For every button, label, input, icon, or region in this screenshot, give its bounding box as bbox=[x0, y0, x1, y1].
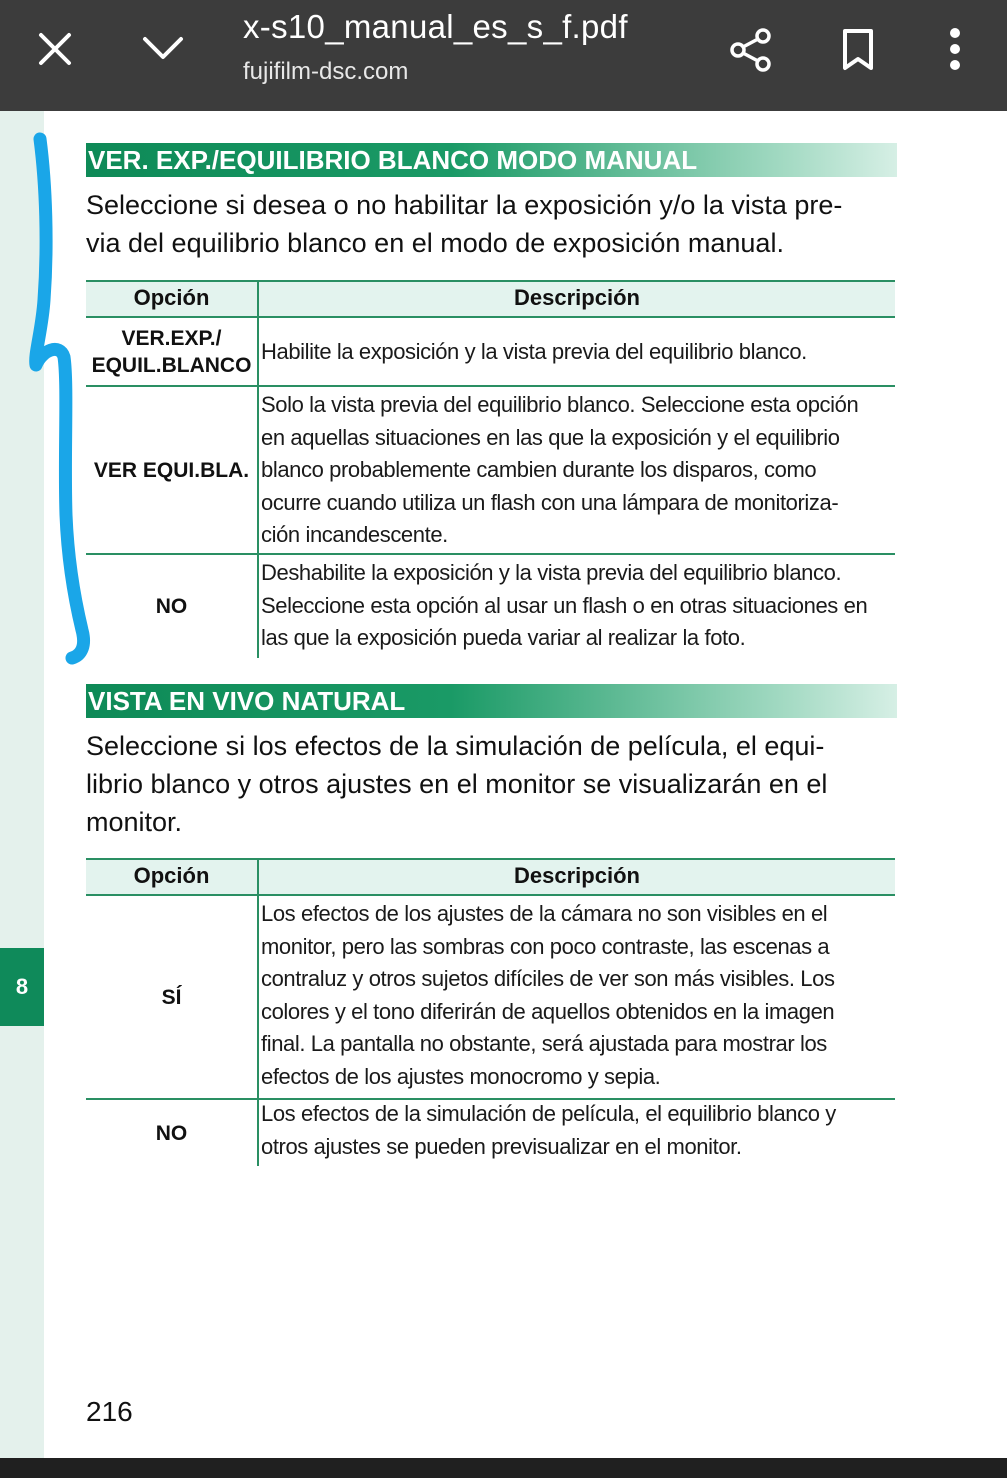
option-cell: VER.EXP./ EQUIL.BLANCO bbox=[91, 326, 252, 377]
chevron-down-icon[interactable] bbox=[137, 28, 189, 68]
close-icon[interactable] bbox=[32, 26, 78, 72]
option-cell: NO bbox=[155, 595, 188, 618]
annotation-brace bbox=[20, 125, 100, 670]
table-row bbox=[86, 555, 895, 658]
description-cell: Deshabilite la exposición y la vista previa del equilibrio blanco. Seleccione esta opción al usar un flash o en otras situaciones en las que la exposición pueda variar al realizar la foto. bbox=[261, 560, 868, 651]
document-title: x-s10_manual_es_s_f.pdf bbox=[243, 8, 628, 45]
page-number: 216 bbox=[86, 1396, 133, 1427]
section-heading: VER. EXP./EQUILIBRIO BLANCO MODO MANUAL bbox=[86, 143, 897, 177]
section-intro: Seleccione si los efectos de la simulación de película, el equi- librio blanco y otros ajustes en el monitor se visualizarán en el monitor. bbox=[86, 731, 828, 837]
column-header-option: Opción bbox=[133, 285, 210, 310]
section-intro: Seleccione si desea o no habilitar la exposición y/o la vista pre- via del equilibrio blanco en el modo de exposición manual. bbox=[86, 190, 843, 258]
more-vert-icon[interactable] bbox=[940, 23, 970, 75]
options-table bbox=[86, 858, 895, 1166]
option-cell: SÍ bbox=[161, 985, 182, 1009]
option-cell: VER EQUI.BLA. bbox=[93, 458, 250, 482]
column-header-description: Descripción bbox=[514, 285, 640, 310]
section-heading: VISTA EN VIVO NATURAL bbox=[86, 684, 897, 718]
share-icon[interactable] bbox=[726, 25, 776, 75]
pdf-viewer-toolbar bbox=[0, 0, 1007, 111]
table-row bbox=[86, 387, 895, 555]
system-bottom-bar bbox=[0, 1458, 1007, 1478]
options-table bbox=[86, 280, 895, 658]
document-source: fujifilm-dsc.com bbox=[243, 58, 409, 85]
column-header-option: Opción bbox=[133, 863, 210, 888]
table-row bbox=[86, 896, 895, 1100]
bookmark-icon[interactable] bbox=[838, 25, 878, 75]
description-cell: Solo la vista previa del equilibrio blanco. Seleccione esta opción en aquellas situaciones en las que la exposición y el equilibrio blanco probablemente cambien durante los disparos, como ocurre cuando utiliza un flash con una lámpara de monitoriza- ción incandescente. bbox=[261, 392, 859, 548]
chapter-tab: 8 bbox=[0, 948, 44, 1026]
column-header-description: Descripción bbox=[514, 863, 640, 888]
option-cell: NO bbox=[155, 1121, 188, 1145]
description-cell: Los efectos de los ajustes de la cámara no son visibles en el monitor, pero las sombras con poco contraste, las escenas a contraluz y otros sujetos difíciles de ver son más visibles. Los colores y el tono diferirán de aquellos obtenidos en la imagen final. La pantalla no obstante, será ajustada para mostrar los efectos de los ajustes monocromo y sepia. bbox=[261, 901, 835, 1089]
table-row bbox=[86, 318, 895, 387]
table-row bbox=[86, 1100, 895, 1166]
description-cell: Habilite la exposición y la vista previa del equilibrio blanco. bbox=[261, 339, 807, 364]
description-cell: Los efectos de la simulación de película, el equilibrio blanco y otros ajustes se pueden previsualizar en el monitor. bbox=[261, 1101, 836, 1159]
